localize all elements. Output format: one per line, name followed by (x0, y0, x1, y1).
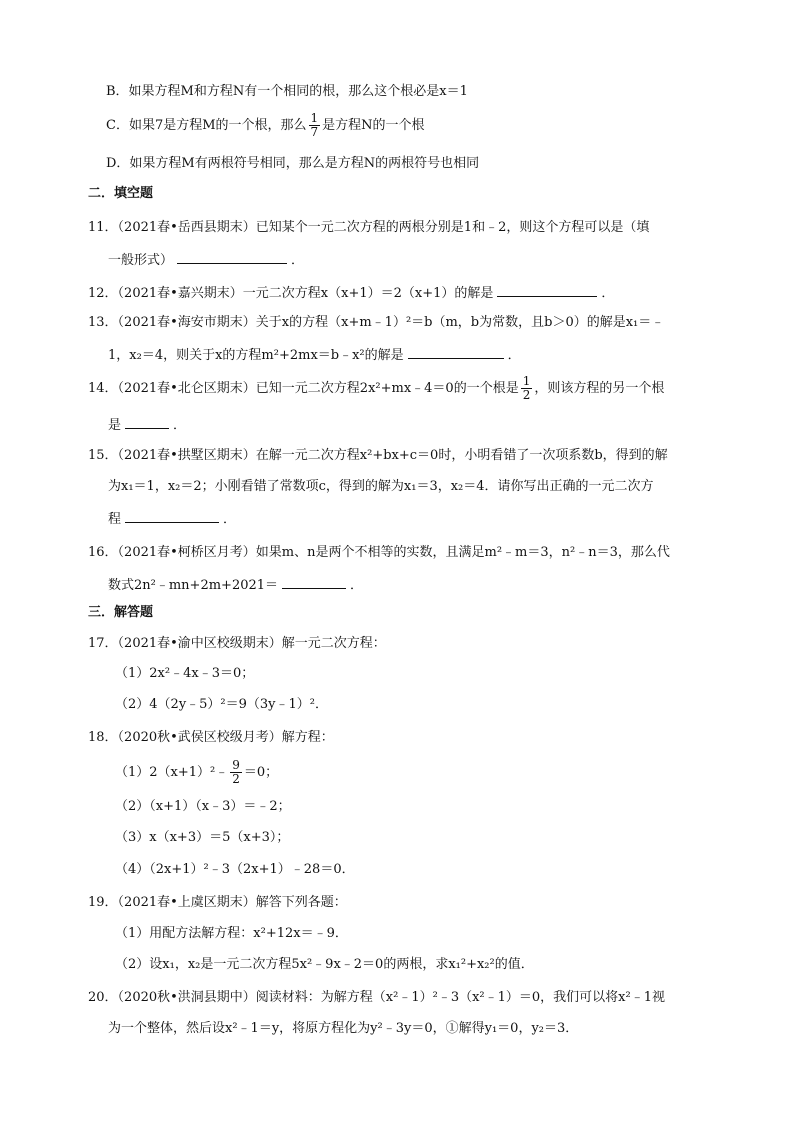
q20-line2 (108, 1019, 578, 1039)
q13-line2 (108, 344, 521, 366)
answer-blank[interactable] (282, 574, 346, 589)
answer-blank[interactable] (125, 508, 219, 523)
q17-part1: （1）2x²﹣4x﹣3＝0； (115, 666, 255, 681)
q14-line1 (88, 374, 664, 404)
q16-line2-text: 数式2n²﹣mn+2m+2021＝ (108, 578, 279, 593)
q20-line2-pre: 为一个整体，然后设x²﹣1＝y，将原方程化为y²﹣3y＝0， (108, 1021, 446, 1036)
q18-part2: （2）（x+1）（x﹣3）＝﹣2； (115, 799, 291, 814)
q11-line2 (108, 249, 304, 271)
q14-fraction (521, 375, 533, 402)
q18-part1-pre: （1）2（x+1）²﹣ (115, 765, 229, 780)
q20-line2-post: 解得y₁＝0，y₂＝3． (458, 1021, 579, 1036)
q19-title: 19．（2021春•上虞区期末）解答下列各题： (88, 895, 347, 910)
q12 (88, 282, 614, 304)
answer-blank[interactable] (177, 249, 287, 264)
q15-end: ． (223, 512, 237, 527)
q11-line2-text: 一般形式） (108, 253, 174, 268)
answer-blank[interactable] (497, 282, 597, 297)
q12-end: ． (601, 286, 615, 301)
option-c-fraction (309, 112, 321, 139)
q13-line2-text: 1，x₂＝4，则关于x的方程m²+2mx＝b﹣x²的解是 (108, 348, 404, 363)
fraction-denominator: 2 (232, 772, 240, 786)
q13-end: ． (507, 348, 521, 363)
section-heading-solve: 三．解答题 (88, 605, 154, 620)
option-d: D．如果方程M有两根符号相同，那么是方程N的两根符号也相同 (106, 156, 480, 171)
q14-end: ． (173, 418, 187, 433)
q15-line3-text: 程 (108, 512, 122, 527)
q18-part1 (115, 758, 278, 788)
q14-text-post: ，则该方程的另一个根 (534, 381, 665, 396)
q17-part2: （2）4（2y﹣5）²＝9（3y﹣1）²． (115, 697, 329, 712)
answer-blank[interactable] (408, 344, 504, 359)
q19-part1: （1）用配方法解方程：x²+12x＝﹣9． (115, 926, 348, 941)
q13-line1: 13．（2021春•海安市期末）关于x的方程（x+m﹣1）²＝b（m，b为常数，且b＞0）的解是x₁＝﹣ (88, 315, 665, 330)
q16-line2 (108, 574, 363, 596)
q19-part2: （2）设x₁，x₂是一元二次方程5x²﹣9x﹣2＝0的两根，求x₁²+x₂²的值． (115, 957, 534, 972)
q18-title: 18．（2020秋•武侯区校级月考）解方程： (88, 730, 334, 745)
q11-end: ． (291, 253, 305, 268)
option-b: B．如果方程M和方程N有一个相同的根，那么这个根必是x＝1 (106, 84, 468, 99)
option-c-text-pre: C．如果7是方程M的一个根，那么 (106, 118, 307, 133)
fraction-numerator: 9 (232, 758, 240, 772)
option-c-text-post: 是方程N的一个根 (322, 118, 425, 133)
q12-text: 12．（2021春•嘉兴期末）一元二次方程x（x+1）＝2（x+1）的解是 (88, 286, 494, 301)
q16-line1: 16．（2021春•柯桥区月考）如果m、n是两个不相等的实数，且满足m²﹣m＝3，n²﹣n＝3，那么代 (88, 545, 670, 560)
q14-line2-text: 是 (108, 418, 122, 433)
q15-line2: 为x₁＝1，x₂＝2；小刚看错了常数项c，得到的解为x₁＝3，x₂＝4．请你写出正确的一元二次方 (108, 479, 654, 494)
circled-one-marker: ① (445, 1021, 459, 1036)
fraction-numerator: 1 (522, 374, 531, 388)
option-c (106, 112, 425, 140)
q15-line3 (108, 508, 236, 530)
q16-end: ． (350, 578, 364, 593)
q14-text-pre: 14．（2021春•北仑区期末）已知一元二次方程2x²+mx﹣4＝0的一个根是 (88, 381, 519, 396)
q15-line1: 15．（2021春•拱墅区期末）在解一元二次方程x²+bx+c＝0时，小明看错了一次项系数b，得到的解 (88, 448, 668, 463)
answer-blank[interactable] (125, 414, 169, 429)
q18-fraction (230, 759, 242, 786)
q20-line1: 20．（2020秋•洪洞县期中）阅读材料：为解方程（x²﹣1）²﹣3（x²﹣1）＝0，我们可以将x²﹣1视 (88, 990, 665, 1005)
fraction-denominator: 2 (522, 388, 531, 402)
q17-title: 17．（2021春•渝中区校级期末）解一元二次方程： (88, 636, 386, 651)
q18-part3: （3）x（x+3）＝5（x+3）； (115, 830, 290, 845)
fraction-numerator: 1 (310, 111, 319, 125)
q18-part1-post: ＝0； (243, 765, 279, 780)
section-heading-fill: 二．填空题 (88, 186, 154, 201)
q18-part4: （4）（2x+1）²﹣3（2x+1）﹣28＝0． (115, 862, 355, 877)
q11-line1: 11．（2021春•岳西县期末）已知某个一元二次方程的两根分别是1和﹣2，则这个方程可以是（填 (88, 220, 650, 235)
q14-line2 (108, 414, 186, 436)
fraction-denominator: 7 (310, 125, 319, 139)
